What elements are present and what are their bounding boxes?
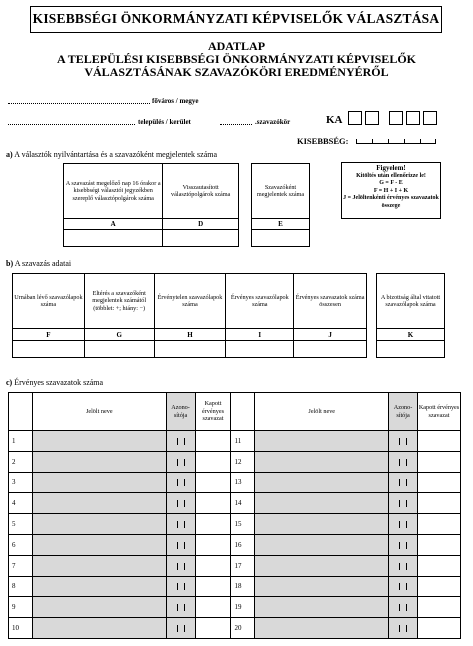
candidate-id-cell[interactable] xyxy=(389,493,418,514)
row-number: 5 xyxy=(9,514,33,535)
candidate-votes-cell[interactable] xyxy=(418,576,461,597)
minority-label: KISEBBSÉG: xyxy=(297,136,349,146)
candidate-votes-cell[interactable] xyxy=(195,597,231,618)
section-a-label: a) xyxy=(6,150,13,159)
row-number: 19 xyxy=(231,597,255,618)
ka-box-5[interactable] xyxy=(423,111,437,125)
note-line-4: F = H + I + K xyxy=(373,187,409,194)
col-i-value[interactable] xyxy=(226,341,294,358)
candidate-name-cell[interactable] xyxy=(32,431,166,452)
candidate-name-cell[interactable] xyxy=(32,472,166,493)
section-b-table xyxy=(12,273,367,358)
table-row xyxy=(9,618,461,639)
candidate-votes-cell[interactable] xyxy=(418,451,461,472)
candidate-id-cell[interactable] xyxy=(166,597,195,618)
table-row xyxy=(9,534,461,555)
table-row xyxy=(9,597,461,618)
row-number: 4 xyxy=(9,493,33,514)
col-j-header: Érvényes szavazatok száma összesen xyxy=(294,274,367,329)
col-k-letter: K xyxy=(377,329,445,341)
candidate-name-cell[interactable] xyxy=(32,514,166,535)
section-a-title: A választók nyilvántartása és a szavazóként megjelentek száma xyxy=(14,150,218,159)
col-e-value[interactable] xyxy=(252,230,310,247)
col-d-letter: D xyxy=(163,219,239,230)
col-f-header: Urnában lévő szavazólapok száma xyxy=(13,274,85,329)
col-g-value[interactable] xyxy=(84,341,154,358)
candidate-votes-cell[interactable] xyxy=(418,597,461,618)
col-a-value[interactable] xyxy=(64,230,163,247)
row-number: 7 xyxy=(9,555,33,576)
row-number: 2 xyxy=(9,451,33,472)
candidate-votes-cell[interactable] xyxy=(418,514,461,535)
candidate-id-cell[interactable] xyxy=(389,514,418,535)
form-subtitle-2: A TELEPÜLÉSI KISEBBSÉGI ÖNKORMÁNYZATI KÉPVISELŐK xyxy=(57,52,416,66)
candidate-id-cell[interactable] xyxy=(166,472,195,493)
candidate-id-cell[interactable] xyxy=(389,597,418,618)
candidate-id-cell[interactable] xyxy=(166,555,195,576)
candidate-votes-cell[interactable] xyxy=(195,514,231,535)
candidate-id-cell[interactable] xyxy=(166,618,195,639)
candidate-id-cell[interactable] xyxy=(166,514,195,535)
ka-label: KA xyxy=(326,114,343,126)
candidate-name-cell[interactable] xyxy=(255,597,389,618)
candidate-id-cell[interactable] xyxy=(166,451,195,472)
candidate-votes-cell[interactable] xyxy=(195,472,231,493)
candidate-name-cell[interactable] xyxy=(255,493,389,514)
section-a-e-table xyxy=(251,163,310,247)
candidate-name-cell[interactable] xyxy=(32,493,166,514)
table-row xyxy=(9,514,461,535)
candidate-votes-cell[interactable] xyxy=(418,618,461,639)
row-number: 6 xyxy=(9,534,33,555)
candidate-votes-cell[interactable] xyxy=(195,534,231,555)
section-a-heading xyxy=(6,150,217,159)
form-subtitle-3: VÁLASZTÁSÁNAK SZAVAZÓKÖRI EREDMÉNYÉRŐL xyxy=(84,65,389,79)
section-c-title: Érvényes szavazatok száma xyxy=(14,378,104,387)
col-h-letter: H xyxy=(154,329,226,341)
candidate-name-cell[interactable] xyxy=(255,555,389,576)
row-number: 18 xyxy=(231,576,255,597)
table-row xyxy=(9,493,461,514)
col-a-letter: A xyxy=(64,219,163,230)
check-note xyxy=(341,162,441,219)
col-h-header: Érvénytelen szavazólapok száma xyxy=(154,274,226,329)
candidate-id-cell[interactable] xyxy=(389,472,418,493)
candidate-votes-cell[interactable] xyxy=(195,555,231,576)
candidate-id-cell[interactable] xyxy=(389,534,418,555)
candidate-name-cell[interactable] xyxy=(32,534,166,555)
candidate-name-cell[interactable] xyxy=(255,534,389,555)
col-g-letter: G xyxy=(84,329,154,341)
col-name-header-left: Jelölt neve xyxy=(32,393,166,431)
col-d-value[interactable] xyxy=(163,230,239,247)
ka-box-4[interactable] xyxy=(406,111,420,125)
col-name-header-right: Jelölt neve xyxy=(255,393,389,431)
col-id-header-left: Azono-sítója xyxy=(166,393,195,431)
col-f-value[interactable] xyxy=(13,341,85,358)
row-number: 8 xyxy=(9,576,33,597)
candidate-name-cell[interactable] xyxy=(32,576,166,597)
candidate-votes-cell[interactable] xyxy=(195,431,231,452)
col-id-header-right: Azono-sítója xyxy=(389,393,418,431)
candidate-id-cell[interactable] xyxy=(389,618,418,639)
col-g-header: Eltérés a szavazóként megjelentek számától (többlet: +; hiány: −) xyxy=(84,274,154,329)
candidate-name-cell[interactable] xyxy=(255,576,389,597)
candidate-name-cell[interactable] xyxy=(32,618,166,639)
candidate-votes-cell[interactable] xyxy=(195,493,231,514)
candidate-votes-cell[interactable] xyxy=(418,534,461,555)
form-title: KISEBBSÉGI ÖNKORMÁNYZATI KÉPVISELŐK VÁLASZTÁSA xyxy=(30,6,442,33)
form-subtitle-1: ADATLAP xyxy=(207,39,266,53)
col-j-value[interactable] xyxy=(294,341,367,358)
settlement-label: település / kerület xyxy=(138,118,191,126)
row-number: 10 xyxy=(9,618,33,639)
col-f-letter: F xyxy=(13,329,85,341)
section-b-label: b) xyxy=(6,259,14,268)
candidate-votes-cell[interactable] xyxy=(195,451,231,472)
row-number: 9 xyxy=(9,597,33,618)
col-h-value[interactable] xyxy=(154,341,226,358)
col-e-letter: E xyxy=(252,219,310,230)
section-b-k-table xyxy=(376,273,445,358)
candidates-table xyxy=(8,392,461,639)
row-number: 3 xyxy=(9,472,33,493)
col-votes-header-right: Kapott érvényes szavazat xyxy=(418,393,461,431)
col-a-header: A szavazást megelőző nap 16 órakor a kisebbségi választói jegyzékben szereplő választópolgárok száma xyxy=(64,164,163,219)
table-row xyxy=(9,555,461,576)
table-row xyxy=(9,576,461,597)
candidate-name-cell[interactable] xyxy=(32,555,166,576)
section-c-heading xyxy=(6,378,103,387)
candidate-votes-cell[interactable] xyxy=(418,431,461,452)
row-number: 11 xyxy=(231,431,255,452)
col-i-header: Érvényes szavazólapok száma xyxy=(226,274,294,329)
district-label: .szavazókör xyxy=(255,118,291,126)
candidate-name-cell[interactable] xyxy=(32,451,166,472)
col-votes-header-left: Kapott érvényes szavazat xyxy=(195,393,231,431)
row-number: 12 xyxy=(231,451,255,472)
table-row xyxy=(9,431,461,452)
section-b-title: A szavazás adatai xyxy=(14,259,72,268)
candidate-name-cell[interactable] xyxy=(255,451,389,472)
candidate-id-cell[interactable] xyxy=(389,576,418,597)
settlement-field[interactable] xyxy=(8,117,135,125)
candidate-votes-cell[interactable] xyxy=(418,493,461,514)
row-number: 20 xyxy=(231,618,255,639)
row-number: 14 xyxy=(231,493,255,514)
candidate-votes-cell[interactable] xyxy=(418,472,461,493)
table-row xyxy=(9,472,461,493)
row-number: 15 xyxy=(231,514,255,535)
candidate-name-cell[interactable] xyxy=(255,431,389,452)
county-field[interactable] xyxy=(8,96,150,104)
candidate-id-cell[interactable] xyxy=(166,534,195,555)
note-line-1: Figyelem! xyxy=(376,164,406,172)
candidate-name-cell[interactable] xyxy=(255,618,389,639)
candidate-id-cell[interactable] xyxy=(389,431,418,452)
minority-field[interactable] xyxy=(356,143,436,144)
col-j-letter: J xyxy=(294,329,367,341)
ka-box-3[interactable] xyxy=(389,111,403,125)
candidate-votes-cell[interactable] xyxy=(418,555,461,576)
county-label: főváros / megye xyxy=(152,97,199,105)
col-i-letter: I xyxy=(226,329,294,341)
candidate-id-cell[interactable] xyxy=(166,431,195,452)
row-number: 1 xyxy=(9,431,33,452)
col-e-header: Szavazóként megjelentek száma xyxy=(252,164,310,219)
candidate-id-cell[interactable] xyxy=(166,576,195,597)
candidate-votes-cell[interactable] xyxy=(195,618,231,639)
section-a-table xyxy=(63,163,239,247)
col-k-value[interactable] xyxy=(377,341,445,358)
candidate-name-cell[interactable] xyxy=(32,597,166,618)
note-line-5: J = Jelöltenkénti érvényes szavazatok összege xyxy=(343,195,439,209)
candidate-id-cell[interactable] xyxy=(166,493,195,514)
candidate-id-cell[interactable] xyxy=(389,451,418,472)
candidate-name-cell[interactable] xyxy=(255,472,389,493)
ka-box-2[interactable] xyxy=(365,111,379,125)
row-number: 17 xyxy=(231,555,255,576)
candidate-votes-cell[interactable] xyxy=(195,576,231,597)
row-number: 16 xyxy=(231,534,255,555)
table-row xyxy=(9,451,461,472)
section-c-label: c) xyxy=(6,378,13,387)
note-line-2: Kitöltés után ellenőrizze le! xyxy=(356,172,426,179)
col-d-header: Visszautasított választópolgárok száma xyxy=(163,164,239,219)
candidate-name-cell[interactable] xyxy=(255,514,389,535)
candidate-id-cell[interactable] xyxy=(389,555,418,576)
district-field[interactable] xyxy=(220,117,252,125)
note-line-3: G = F - E xyxy=(379,180,403,186)
col-k-header: A bizottság által vitatott szavazólapok száma xyxy=(377,274,445,329)
row-number: 13 xyxy=(231,472,255,493)
ka-box-1[interactable] xyxy=(348,111,362,125)
section-b-heading xyxy=(6,259,71,268)
